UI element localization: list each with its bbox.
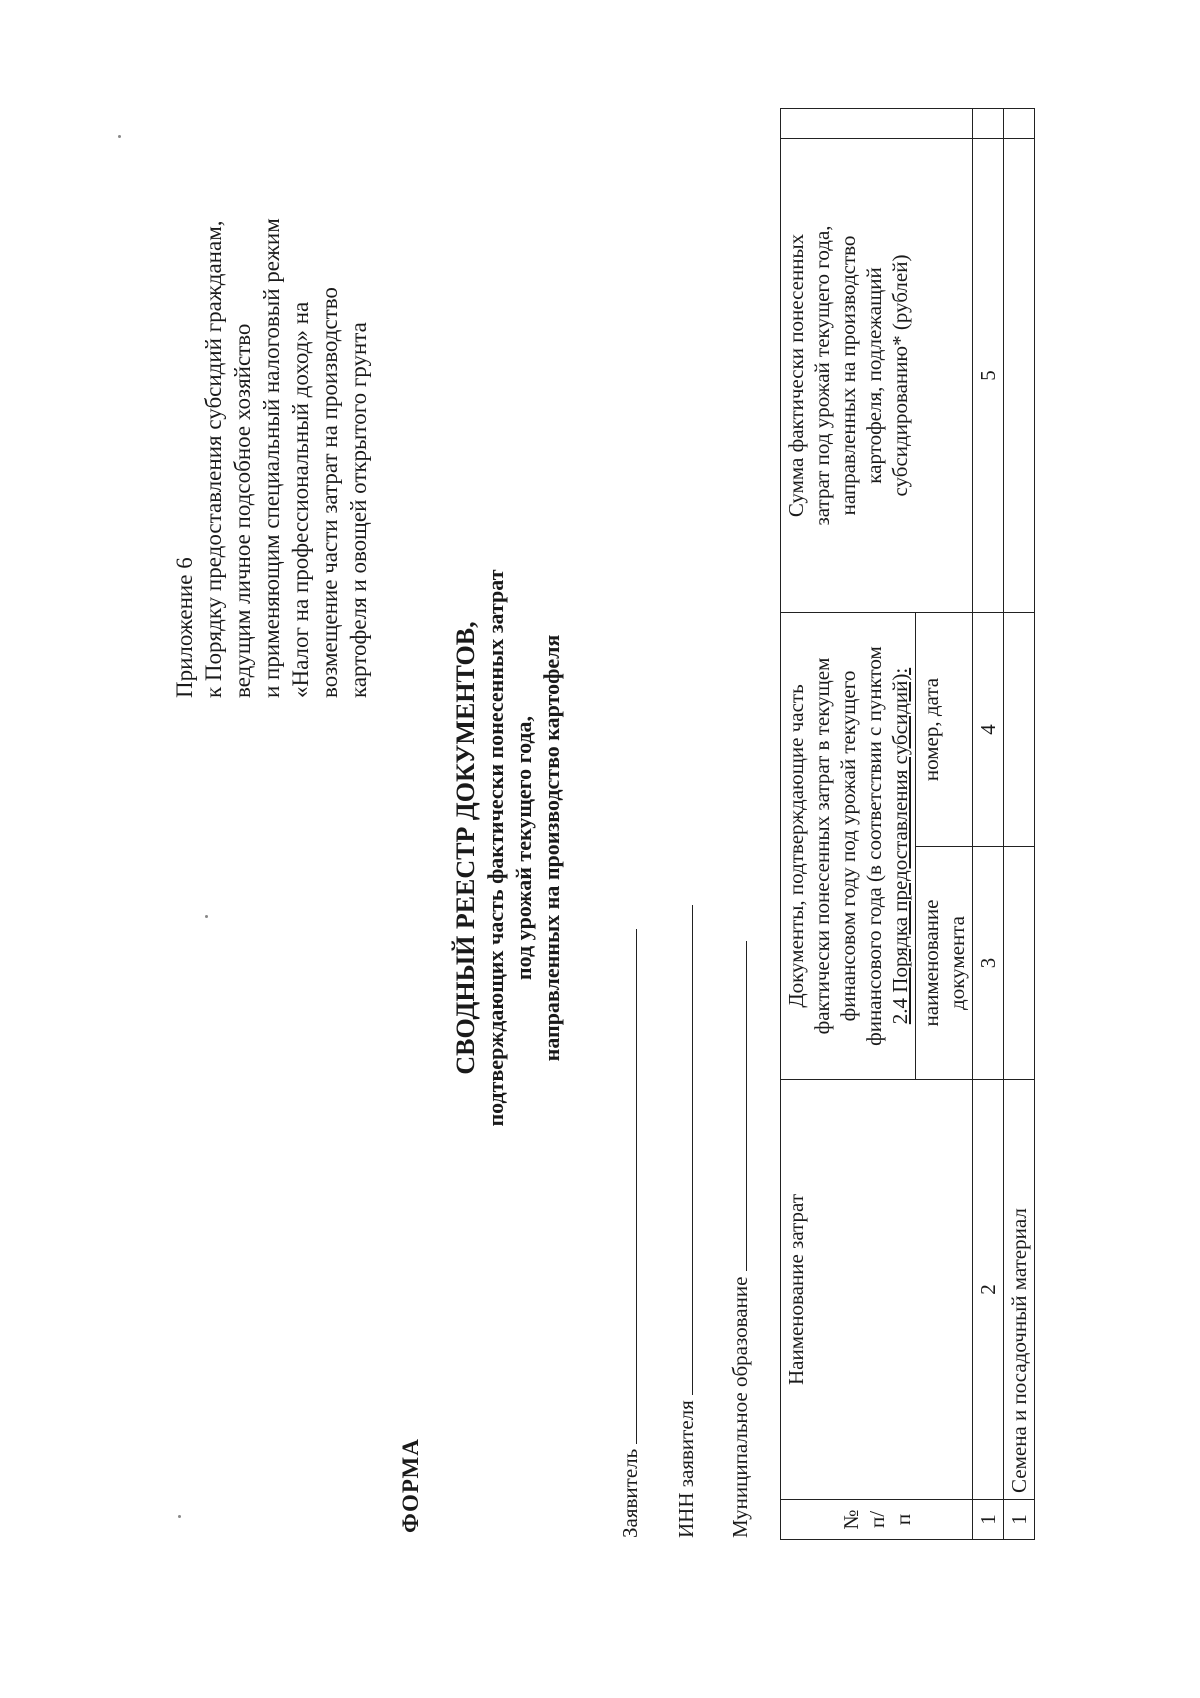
header-doc-name: наименование документа [916, 847, 973, 1080]
row-sum-cell[interactable] [1004, 139, 1035, 613]
appendix-line: картофеля и овощей открытого грунта [346, 322, 371, 698]
row-cost-name: Семена и посадочный материал [1004, 1080, 1035, 1500]
title-line-2: подтверждающих часть фактически понесенных затрат [483, 569, 508, 1127]
title-line-1: СВОДНЫЙ РЕЕСТР ДОКУМЕНТОВ, [451, 621, 480, 1075]
municipality-blank-line[interactable] [728, 941, 747, 1271]
header-num: № п/ п [781, 1500, 973, 1540]
registry-table [780, 108, 1035, 1540]
row-blank-edge [1004, 109, 1035, 139]
column-blank-edge [973, 109, 1004, 139]
inn-label: ИНН заявителя [674, 1400, 698, 1538]
applicant-blank-line[interactable] [618, 929, 637, 1444]
appendix-line: и применяющим специальный налоговый режим [259, 218, 284, 698]
header-cost-name: Наименование затрат [781, 1080, 973, 1500]
scan-speck [205, 915, 208, 918]
column-number: 2 [973, 1080, 1004, 1500]
inn-blank-line[interactable] [674, 905, 693, 1395]
title-line-3: под урожай текущего года, [511, 715, 536, 981]
table-header-row [781, 109, 916, 1540]
column-number: 3 [973, 847, 1004, 1080]
appendix-line: возмещение части затрат на производство [317, 287, 342, 698]
municipality-label: Муниципальное образование [728, 1276, 752, 1538]
header-blank-edge [781, 109, 973, 139]
title-line-4: направленных на производство картофеля [539, 634, 564, 1062]
header-documents: Документы, подтверждающие часть фактически понесенных затрат в текущем финансовом году под урожай текущего финансового года (в соответствии с пунктом 2.4 Порядка предоставления субсидий): [781, 613, 916, 1080]
form-label: ФОРМА [398, 1438, 423, 1533]
municipality-field[interactable] [728, 941, 753, 1538]
header-doc-number: номер, дата [916, 613, 973, 847]
applicant-field[interactable] [618, 929, 643, 1538]
column-number: 4 [973, 613, 1004, 847]
inn-field[interactable] [674, 905, 699, 1538]
scan-speck [178, 1515, 181, 1518]
applicant-label: Заявитель [618, 1448, 642, 1538]
document-title [450, 418, 566, 1278]
appendix-line: Приложение 6 [172, 557, 197, 698]
column-number: 5 [973, 139, 1004, 613]
header-sum: Сумма фактически понесенных затрат под урожай текущего года, направленных на производство картофеля, подлежащий субсидированию* (рублей) [781, 139, 973, 613]
table-row [1004, 109, 1035, 1540]
column-number: 1 [973, 1500, 1004, 1540]
appendix-line: к Порядку предоставления субсидий гражданам, [201, 220, 226, 698]
row-doc-name-cell[interactable] [1004, 847, 1035, 1080]
appendix-line: «Налог на профессиональный доход» на [288, 301, 313, 698]
appendix-header [170, 78, 373, 698]
row-doc-number-cell[interactable] [1004, 613, 1035, 847]
row-num: 1 [1004, 1500, 1035, 1540]
scan-speck [118, 135, 121, 138]
appendix-line: ведущим личное подсобное хозяйство [230, 323, 255, 698]
table-column-numbers-row [973, 109, 1004, 1540]
